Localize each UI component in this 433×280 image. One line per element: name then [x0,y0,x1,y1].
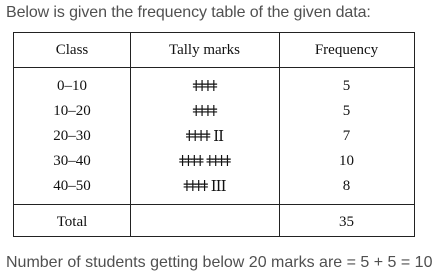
frequency-table [13,32,415,237]
table-row-tally: ǂǂǂǂ II [185,127,224,145]
table-row-class: 40–50 [53,178,91,194]
total-label: Total [56,214,88,230]
header-class: Class [55,42,89,58]
footer-text: Number of students getting below 20 marks are = 5 + 5 = 10 [6,254,433,271]
table-row-tally: ǂǂǂǂ [192,102,217,120]
table-row-class: 10–20 [53,103,91,119]
table-row-frequency: 5 [342,103,351,119]
table-row-frequency: 8 [342,178,351,194]
table-row-tally: ǂǂǂǂ [192,77,217,95]
intro-text: Below is given the frequency table of the given data: [6,4,371,21]
total-divider [14,204,414,205]
table-row-tally: ǂǂǂǂ ǂǂǂǂ [179,152,230,170]
header-tally: Tally marks [168,42,240,58]
header-frequency: Frequency [314,42,379,58]
header-divider [14,67,414,68]
table-row-tally: ǂǂǂǂ III [183,177,226,195]
table-row-class: 30–40 [53,153,91,169]
table-row-class: 20–30 [53,128,91,144]
table-row-frequency: 7 [342,128,351,144]
total-frequency: 35 [339,214,354,230]
table-row-frequency: 10 [339,153,354,169]
table-row-frequency: 5 [342,78,351,94]
table-row-class: 0–10 [57,78,87,94]
